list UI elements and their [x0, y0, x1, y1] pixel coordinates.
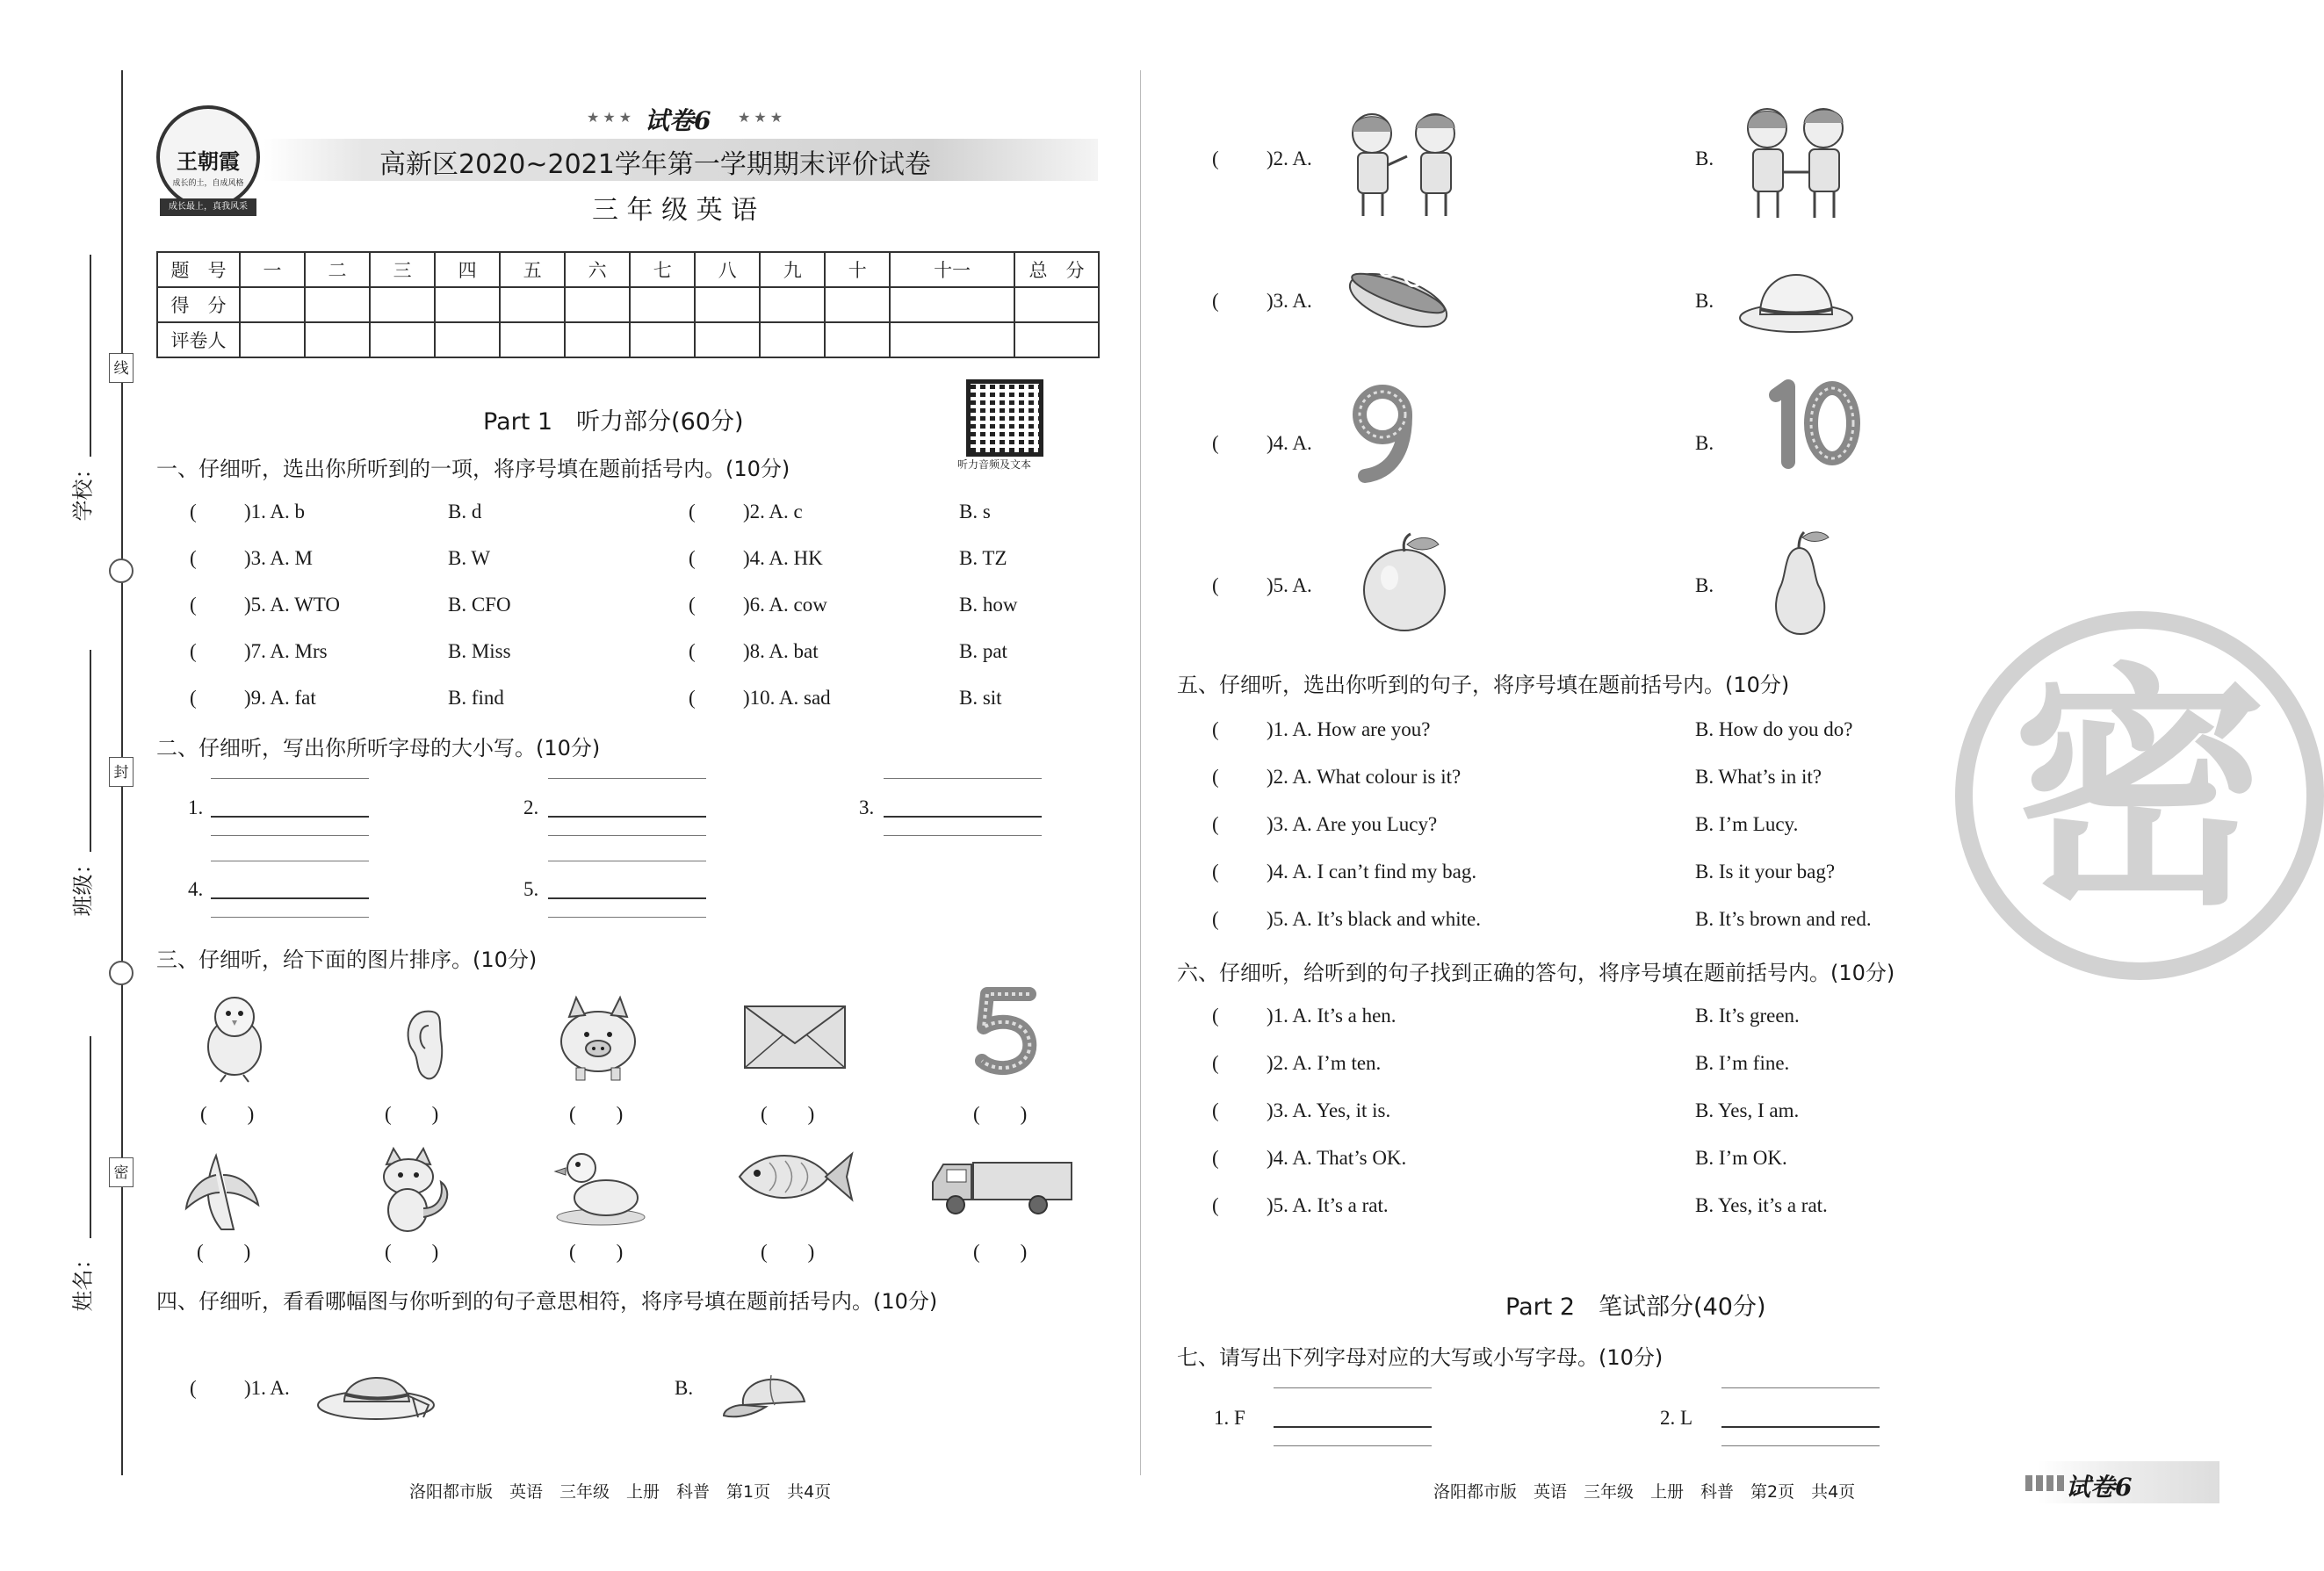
table-row [157, 252, 1099, 287]
score-cell[interactable] [760, 287, 825, 322]
s1-item-6b: B. how [959, 594, 1018, 616]
section1-heading: 一、仔细听，选出你所听到的一项，将序号填在题前括号内。(10分) [156, 457, 790, 481]
writing-line-base[interactable] [884, 816, 1042, 818]
s1-item-6a: )6. A. cow [743, 594, 827, 616]
s2-num-4: 4. [188, 878, 204, 900]
s1-paren-3[interactable]: ( [190, 547, 197, 569]
s5-paren-3[interactable]: ( [1212, 813, 1219, 835]
seal-mark-line: 线 [109, 353, 134, 383]
fish-icon [734, 1145, 857, 1208]
truck-icon [929, 1150, 1075, 1217]
stars-left: ★ ★ ★ [587, 111, 632, 126]
s1-item-8a: )8. A. bat [743, 640, 819, 662]
duck-icon [552, 1142, 650, 1226]
series-tag: 试卷6 [645, 106, 711, 135]
ear-icon [397, 1005, 450, 1084]
s4-paren-1[interactable]: ( [190, 1377, 197, 1399]
name-field[interactable] [90, 1036, 91, 1238]
grader-cell[interactable] [760, 322, 825, 357]
name-label: 姓名： [70, 1248, 96, 1312]
s3-paren-8[interactable]: ( ) [569, 1241, 624, 1263]
writing-line [211, 778, 369, 779]
seal-mark-feng: 封 [109, 757, 134, 787]
s1-item-9a: )9. A. fat [244, 687, 316, 709]
s5-item-2a: )2. A. What colour is it? [1267, 766, 1462, 788]
s6-item-3b: B. Yes, I am. [1695, 1099, 1800, 1121]
s5-item-1a: )1. A. How are you? [1267, 718, 1431, 740]
grader-cell[interactable] [240, 322, 305, 357]
s4-item-1b: B. [675, 1377, 694, 1399]
writing-line [884, 778, 1042, 779]
writing-line-base[interactable] [211, 816, 369, 818]
grader-cell[interactable] [630, 322, 695, 357]
score-cell[interactable] [695, 287, 760, 322]
section7-heading: 七、请写出下列字母对应的大写或小写字母。(10分) [1177, 1345, 1664, 1370]
s6-item-4b: B. I’m OK. [1695, 1147, 1787, 1169]
s1-paren-5[interactable]: ( [190, 594, 197, 616]
table-row [157, 322, 1099, 357]
s1-item-5b: B. CFO [448, 594, 511, 616]
s1-item-10a: )10. A. sad [743, 687, 831, 709]
score-cell[interactable] [630, 287, 695, 322]
binding-circle-1 [109, 558, 134, 583]
s4-item-3b: B. [1695, 290, 1714, 312]
s1-item-7b: B. Miss [448, 640, 511, 662]
class-label: 班级： [70, 853, 96, 917]
chick-icon [195, 987, 274, 1084]
school-label: 学校： [70, 458, 96, 522]
s6-paren-4[interactable]: ( [1212, 1147, 1219, 1169]
table-cell: 二 [305, 252, 370, 287]
s3-paren-1[interactable]: ( ) [200, 1103, 255, 1125]
table-cell: 评卷人 [157, 322, 240, 357]
s1-paren-10[interactable]: ( [689, 687, 696, 709]
writing-line-base[interactable] [1721, 1426, 1880, 1428]
s3-paren-4[interactable]: ( ) [761, 1103, 815, 1125]
s7-item-1: 1. F [1214, 1407, 1245, 1429]
s1-paren-2[interactable]: ( [689, 501, 696, 522]
s4-item-5b: B. [1695, 574, 1714, 596]
s1-paren-8[interactable]: ( [689, 640, 696, 662]
s4-paren-5[interactable]: ( [1212, 574, 1219, 596]
page-divider [1140, 70, 1141, 1475]
grader-cell[interactable] [500, 322, 565, 357]
section4-heading: 四、仔细听，看看哪幅图与你听到的句子意思相符，将序号填在题前括号内。(10分) [156, 1289, 938, 1314]
s1-item-4b: B. TZ [959, 547, 1007, 569]
s1-item-2a: )2. A. c [743, 501, 803, 522]
grader-cell[interactable] [565, 322, 630, 357]
binding-circle-2 [109, 961, 134, 985]
s2-num-3: 3. [859, 796, 875, 818]
grader-cell[interactable] [825, 322, 890, 357]
two-kids-holding-hands-icon [1736, 102, 1855, 221]
s5-paren-5[interactable]: ( [1212, 908, 1219, 930]
s1-item-3b: B. W [448, 547, 491, 569]
s6-paren-1[interactable]: ( [1212, 1005, 1219, 1027]
s5-item-3b: B. I’m Lucy. [1695, 813, 1799, 835]
s4-paren-3[interactable]: ( [1212, 290, 1219, 312]
round-hat-icon [1737, 256, 1855, 337]
s6-paren-5[interactable]: ( [1212, 1194, 1219, 1216]
table-cell: 八 [695, 252, 760, 287]
writing-line-base[interactable] [1274, 1426, 1432, 1428]
s3-paren-2[interactable]: ( ) [385, 1103, 439, 1125]
table-cell: 总 分 [1014, 252, 1099, 287]
score-table [156, 251, 1100, 358]
school-field[interactable] [90, 255, 91, 457]
score-cell[interactable] [435, 287, 500, 322]
writing-line [884, 835, 1042, 836]
score-cell[interactable] [1014, 287, 1099, 322]
writing-line [1721, 1387, 1880, 1388]
grader-cell[interactable] [695, 322, 760, 357]
brand-motto: 成长最上，真我风采 [160, 198, 256, 216]
score-cell[interactable] [825, 287, 890, 322]
s1-item-3a: )3. A. M [244, 547, 313, 569]
fox-icon [369, 1147, 457, 1235]
table-cell: 三 [370, 252, 435, 287]
s1-item-2b: B. s [959, 501, 991, 522]
s1-paren-9[interactable]: ( [190, 687, 197, 709]
s4-paren-4[interactable]: ( [1212, 432, 1219, 454]
banana-icon [181, 1149, 262, 1233]
s1-paren-6[interactable]: ( [689, 594, 696, 616]
writing-line [1274, 1445, 1432, 1446]
two-kids-talking-icon [1333, 107, 1474, 220]
s1-item-7a: )7. A. Mrs [244, 640, 328, 662]
s4-item-1a: )1. A. [244, 1377, 290, 1399]
footer-right: 洛阳都市版 英语 三年级 上册 科普 第2页 共4页 [1433, 1482, 1856, 1502]
s3-paren-10[interactable]: ( ) [973, 1241, 1028, 1263]
s5-paren-2[interactable]: ( [1212, 766, 1219, 788]
s6-item-2b: B. I’m fine. [1695, 1052, 1790, 1074]
table-cell: 题 号 [157, 252, 240, 287]
stars-right: ★ ★ ★ [738, 111, 783, 126]
exam-subtitle: 三 年 级 英 语 [592, 195, 758, 226]
score-cell[interactable] [370, 287, 435, 322]
s1-paren-7[interactable]: ( [190, 640, 197, 662]
table-row [157, 287, 1099, 322]
writing-line [211, 835, 369, 836]
s6-item-1a: )1. A. It’s a hen. [1267, 1005, 1397, 1027]
s4-item-3a: )3. A. [1267, 290, 1312, 312]
qr-caption: 听力音频及文本 [957, 458, 1032, 471]
s5-item-2b: B. What’s in it? [1695, 766, 1822, 788]
s1-item-1a: )1. A. b [244, 501, 305, 522]
score-cell[interactable] [565, 287, 630, 322]
brand-name: 王朝霞 [177, 148, 240, 174]
footer-squares [2025, 1475, 2064, 1491]
number-ten-icon [1762, 378, 1864, 469]
s3-paren-6[interactable]: ( ) [197, 1241, 251, 1263]
s4-item-4a: )4. A. [1267, 432, 1312, 454]
s1-item-1b: B. d [448, 501, 482, 522]
s4-item-2b: B. [1695, 148, 1714, 169]
s3-paren-5[interactable]: ( ) [973, 1103, 1028, 1125]
s4-item-2a: )2. A. [1267, 148, 1312, 169]
writing-line [548, 835, 706, 836]
part2-title: Part 2 笔试部分(40分) [1505, 1294, 1766, 1321]
writing-line [1721, 1445, 1880, 1446]
footer-tag: 试卷6 [2066, 1473, 2133, 1502]
score-cell[interactable] [500, 287, 565, 322]
writing-line [211, 917, 369, 918]
grader-cell[interactable] [1014, 322, 1099, 357]
s7-item-2: 2. L [1660, 1407, 1693, 1429]
s5-item-3a: )3. A. Are you Lucy? [1267, 813, 1438, 835]
table-cell: 十一 [890, 252, 1014, 287]
footer-left: 洛阳都市版 英语 三年级 上册 科普 第1页 共4页 [409, 1482, 832, 1502]
section6-heading: 六、仔细听，给听到的句子找到正确的答句，将序号填在题前括号内。(10分) [1177, 961, 1895, 985]
score-cell[interactable] [305, 287, 370, 322]
s4-paren-2[interactable]: ( [1212, 148, 1219, 169]
s1-paren-4[interactable]: ( [689, 547, 696, 569]
s1-paren-1[interactable]: ( [190, 501, 197, 522]
grader-cell[interactable] [370, 322, 435, 357]
pear-icon [1760, 529, 1839, 638]
s5-item-4b: B. Is it your bag? [1695, 861, 1836, 883]
score-cell[interactable] [890, 287, 1014, 322]
s6-item-5a: )5. A. It’s a rat. [1267, 1194, 1389, 1216]
s6-item-4a: )4. A. That’s OK. [1267, 1147, 1407, 1169]
writing-line [548, 917, 706, 918]
s2-num-5: 5. [523, 878, 539, 900]
cap-icon [720, 1366, 813, 1423]
writing-line-base[interactable] [548, 816, 706, 818]
table-cell: 九 [760, 252, 825, 287]
section3-heading: 三、仔细听，给下面的图片排序。(10分) [156, 948, 538, 972]
s5-paren-1[interactable]: ( [1212, 718, 1219, 740]
number-five-icon [971, 987, 1042, 1075]
part1-title: Part 1 听力部分(60分) [483, 408, 744, 436]
brand-sub: 成长的土，自成风格 [172, 179, 244, 188]
number-nine-icon [1347, 381, 1418, 483]
qr-code[interactable] [966, 379, 1043, 457]
s1-item-10b: B. sit [959, 687, 1002, 709]
s6-item-1b: B. It’s green. [1695, 1005, 1800, 1027]
s2-num-2: 2. [523, 796, 539, 818]
table-cell: 六 [565, 252, 630, 287]
grader-cell[interactable] [890, 322, 1014, 357]
score-cell[interactable] [240, 287, 305, 322]
s5-item-1b: B. How do you do? [1695, 718, 1853, 740]
brand-logo [156, 105, 260, 209]
writing-line-base[interactable] [211, 897, 369, 899]
s4-item-4b: B. [1695, 432, 1714, 454]
s6-item-2a: )2. A. I’m ten. [1267, 1052, 1382, 1074]
hot-dog-icon [1342, 258, 1454, 334]
table-cell: 五 [500, 252, 565, 287]
table-cell: 四 [435, 252, 500, 287]
class-field[interactable] [90, 650, 91, 852]
orange-icon [1358, 532, 1451, 634]
writing-line-base[interactable] [548, 897, 706, 899]
sun-hat-icon [314, 1363, 443, 1424]
s1-item-9b: B. find [448, 687, 504, 709]
s1-item-4a: )4. A. HK [743, 547, 823, 569]
section5-heading: 五、仔细听，选出你听到的句子，将序号填在题前括号内。(10分) [1177, 673, 1790, 697]
s6-item-3a: )3. A. Yes, it is. [1267, 1099, 1391, 1121]
table-cell: 得 分 [157, 287, 240, 322]
writing-line [548, 778, 706, 779]
grader-cell[interactable] [305, 322, 370, 357]
s5-item-4a: )4. A. I can’t find my bag. [1267, 861, 1477, 883]
s6-item-5b: B. Yes, it’s a rat. [1695, 1194, 1828, 1216]
s5-item-5a: )5. A. It’s black and white. [1267, 908, 1482, 930]
pig-icon [550, 987, 646, 1084]
table-cell: 十 [825, 252, 890, 287]
s1-item-8b: B. pat [959, 640, 1007, 662]
grader-cell[interactable] [435, 322, 500, 357]
s3-paren-9[interactable]: ( ) [761, 1241, 815, 1263]
seal-mark-mi: 密 [109, 1157, 134, 1187]
s5-item-5b: B. It’s brown and red. [1695, 908, 1872, 930]
s5-paren-4[interactable]: ( [1212, 861, 1219, 883]
envelope-icon [743, 1005, 847, 1070]
s1-item-5a: )5. A. WTO [244, 594, 341, 616]
s6-paren-2[interactable]: ( [1212, 1052, 1219, 1074]
s6-paren-3[interactable]: ( [1212, 1099, 1219, 1121]
table-cell: 一 [240, 252, 305, 287]
s2-num-1: 1. [188, 796, 204, 818]
section2-heading: 二、仔细听，写出你所听字母的大小写。(10分) [156, 736, 601, 760]
s4-item-5a: )5. A. [1267, 574, 1312, 596]
confidential-seal: 密 [1955, 611, 2324, 980]
s3-paren-3[interactable]: ( ) [569, 1103, 624, 1125]
s3-paren-7[interactable]: ( ) [385, 1241, 439, 1263]
table-cell: 七 [630, 252, 695, 287]
exam-title: 高新区2020~2021学年第一学期期末评价试卷 [379, 149, 931, 180]
writing-line [1274, 1387, 1432, 1388]
